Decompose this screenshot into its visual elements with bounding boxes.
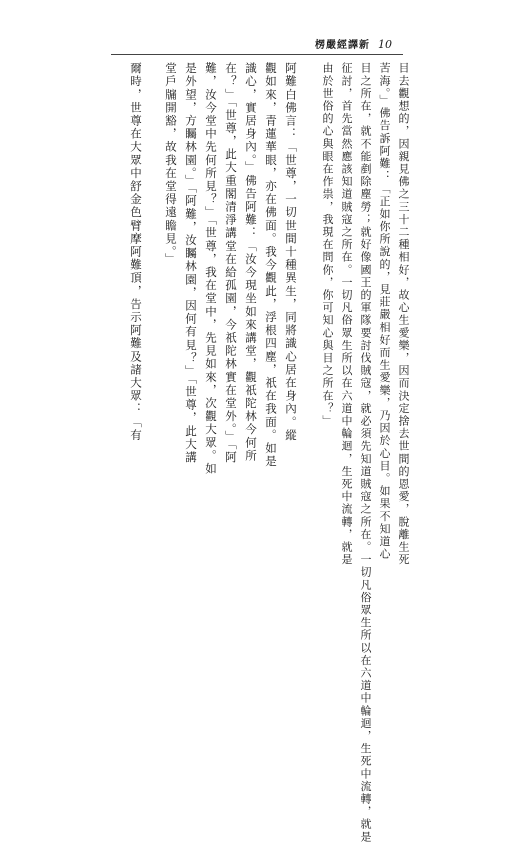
original-column: 爾時，世尊在大眾中舒金色臂摩阿難頂，告示阿難及諸大眾：「有 — [129, 62, 143, 442]
original-column: 識心，實居身內。」佛告阿難：「汝今現坐如來講堂，觀祇陀林今何所 — [244, 62, 258, 463]
book-title: 楞嚴經譯新 — [315, 40, 370, 51]
header-rule — [111, 54, 403, 55]
translation-column: 苦海。」佛告訴阿難：「正如你所說的，見莊嚴相好而生愛樂，乃因於心目。如果不知道心 — [378, 62, 391, 561]
original-column: 難，汝今堂中先何所見？」「世尊，我在堂中，先見如來，次觀大眾。如 — [204, 62, 218, 476]
original-column: 阿難白佛言：「世尊，一切世間十種異生，同將識心居在身內。縱 — [284, 62, 298, 442]
translation-column: 目去觀想的，因親見佛之三十二種相好，故心生愛樂，因而決定捨去世間的恩愛，脫離生死 — [397, 62, 410, 566]
page-number: 10 — [378, 38, 392, 51]
original-column: 觀如來，青蓮華眼，亦在佛面。我今觀此，浮根四塵，祇在我面。如是 — [264, 62, 278, 469]
translation-column: 由於世俗的心與眼在作祟，我現在問你，你可知心與目之所在？」 — [321, 62, 334, 428]
translation-column: 征討，首先當然應該知道賊寇之所在。一切凡俗眾生所以在六道中輪迴，生死中流轉，就是 — [340, 62, 353, 566]
original-column: 在？」「世尊，此大重閣清淨講堂在給孤園，今祇陀林實在堂外。」「阿 — [224, 62, 238, 464]
translation-column: 目之所在，就不能剷除塵勞；就好像國王的軍隊要討伐賊寇，就必須先知道賊寇之所在。一切凡俗眾生所以在六道中輪迴，生死中流轉，就是 — [359, 62, 372, 843]
original-column: 堂戶牖開豁，故我在堂得遠瞻見。」 — [164, 62, 178, 266]
page-header — [315, 36, 392, 50]
original-column: 是外望，方矚林園。」「阿難，汝矚林園，因何有見？」「世尊，此大講 — [184, 62, 198, 464]
